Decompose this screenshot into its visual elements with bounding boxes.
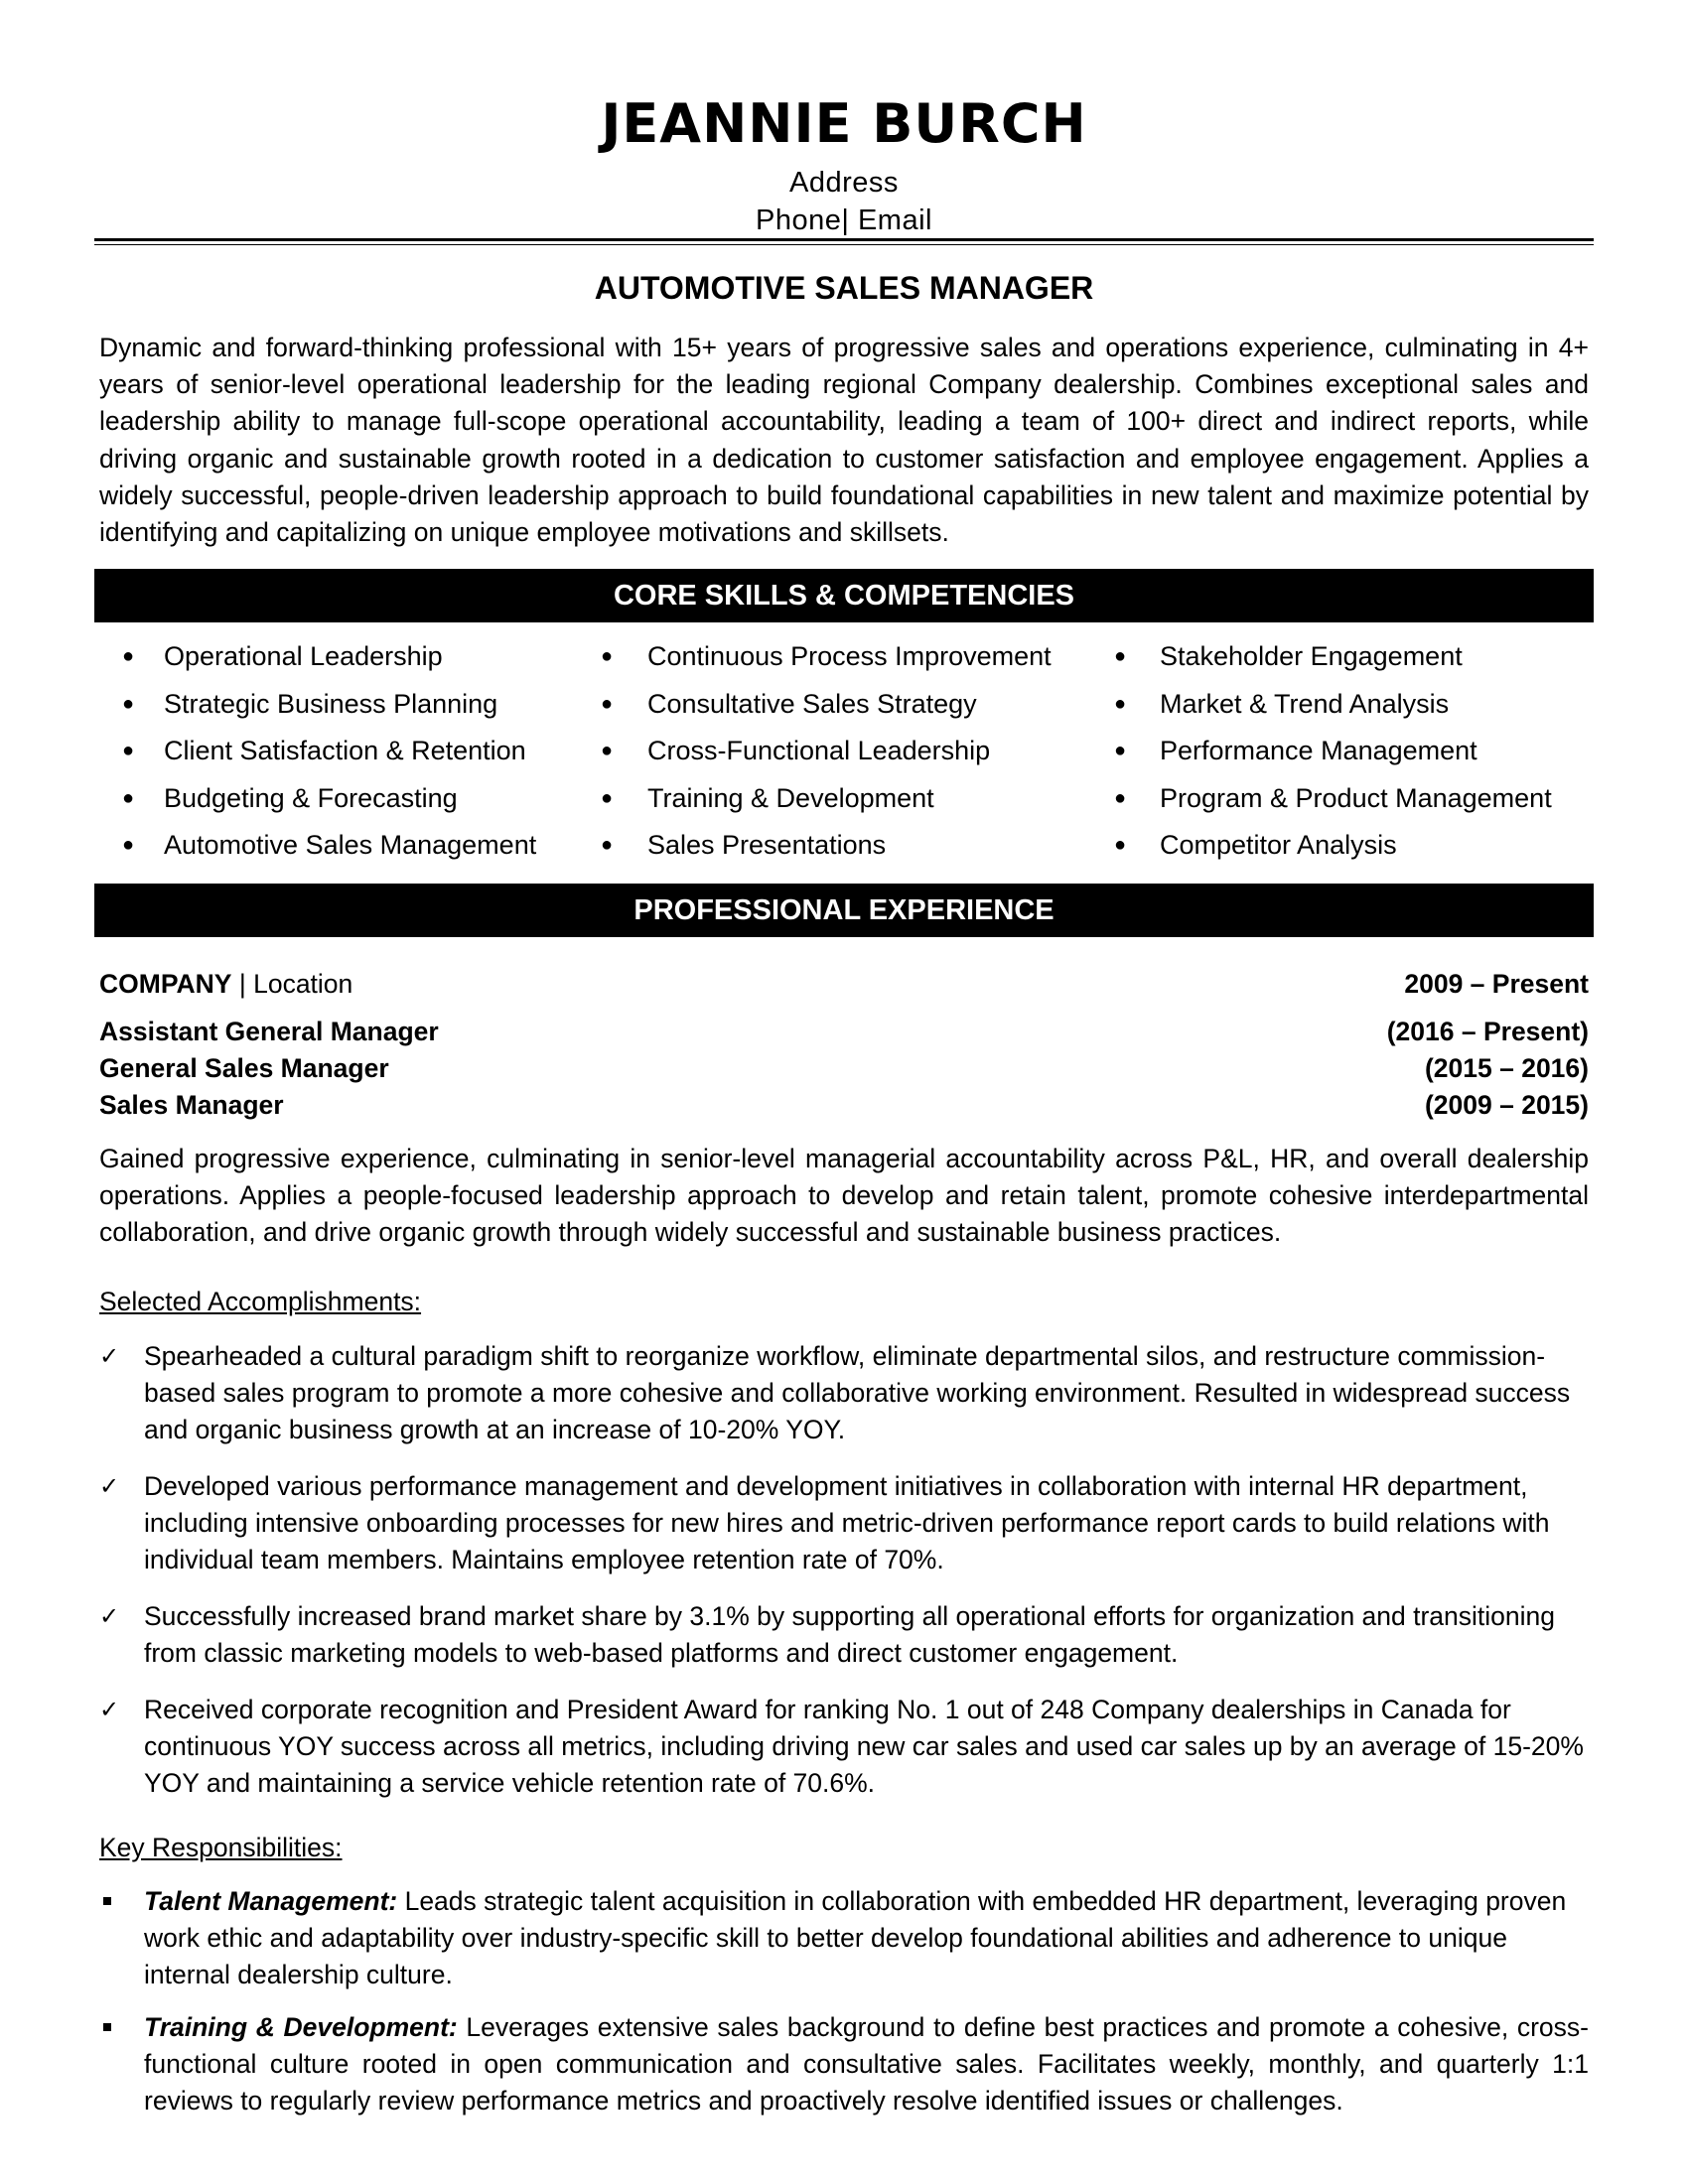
skill-item: ● Budgeting & Forecasting bbox=[94, 780, 536, 828]
bullet-icon: ● bbox=[1114, 645, 1127, 667]
accomplishment-item: ✓ Received corporate recognition and President Award for ranking No. 1 out of 248 Company dealerships in Canada for continuous YOY success across all metrics, including driving new car sales and used car sales up by an average of 15-20% YOY and maintaining a service vehicle retention rate of 70.6%. bbox=[99, 1692, 1589, 1803]
bullet-icon: ● bbox=[1114, 834, 1127, 857]
role-overview: Gained progressive experience, culminating in senior-level managerial accountability across P&L, HR, and overall dealership operations. Applies a people-focused leadership approach to develop and retain talent, promote cohesive interdepartmental collaboration, and drive organic growth through widely successful and sustainable business practices. bbox=[99, 1144, 1589, 1248]
role-dates: (2009 – 2015) bbox=[1424, 1090, 1589, 1120]
skill-item: ● Market & Trend Analysis bbox=[1092, 686, 1552, 734]
bullet-icon: ● bbox=[122, 740, 135, 762]
accomplishment-item: ✓ Developed various performance management and development initiatives in collaboration with internal HR department, including intensive onboarding processes for new hires and metric-driven performance report cards to build relations with individual team members. Maintains employee retention rate of 70%. bbox=[99, 1468, 1589, 1579]
skill-item: ● Consultative Sales Strategy bbox=[581, 686, 1052, 734]
bullet-icon: ● bbox=[601, 740, 614, 762]
accomplishments-list bbox=[99, 1598, 1589, 1672]
checkmark-icon: ✓ bbox=[99, 1343, 120, 1370]
skill-item: ● Automotive Sales Management bbox=[94, 827, 536, 875]
section-header-skills: CORE SKILLS & COMPETENCIES bbox=[94, 569, 1594, 622]
checkmark-icon: ✓ bbox=[99, 1473, 120, 1500]
skill-item: ● Operational Leadership bbox=[94, 638, 536, 686]
responsibilities-heading: Key Responsibilities: bbox=[99, 1833, 343, 1862]
bullet-icon: ● bbox=[601, 786, 614, 809]
job-headline: AUTOMOTIVE SALES MANAGER bbox=[594, 270, 1094, 306]
section-header-experience: PROFESSIONAL EXPERIENCE bbox=[94, 884, 1594, 937]
accomplishments-list bbox=[99, 1338, 1589, 1449]
bullet-icon: ● bbox=[122, 645, 135, 667]
bullet-icon: ● bbox=[122, 786, 135, 809]
bullet-icon: ● bbox=[122, 692, 135, 715]
accomplishments-heading: Selected Accomplishments: bbox=[99, 1287, 422, 1316]
company-row bbox=[99, 971, 1589, 998]
skill-item: ● Cross-Functional Leadership bbox=[581, 733, 1052, 780]
role-title: Sales Manager bbox=[99, 1090, 284, 1120]
skill-item: ● Stakeholder Engagement bbox=[1092, 638, 1552, 686]
role-title: Assistant General Manager bbox=[99, 1017, 439, 1046]
responsibilities-list bbox=[99, 2009, 1589, 2120]
accomplishment-item: ✓ Successfully increased brand market share by 3.1% by supporting all operational efforts for organization and transitioning from classic marketing models to web-based platforms and direct customer engagement. bbox=[99, 1598, 1589, 1672]
role-row bbox=[99, 1092, 1589, 1119]
responsibility-text: Leverages extensive sales background to define best practices and promote a cohesive, cross-functional culture rooted in open communication and consultative sales. Facilitates weekly, monthly, and quarterly 1:1 reviews to regularly review performance metrics and proactively resolve identified issues or challenges. bbox=[144, 2012, 1589, 2116]
address: Address bbox=[789, 167, 899, 199]
bullet-icon: ● bbox=[1114, 740, 1127, 762]
skills-column-1 bbox=[94, 638, 536, 875]
skill-item: ● Competitor Analysis bbox=[1092, 827, 1552, 875]
responsibility-item bbox=[99, 1883, 1589, 1994]
company-location: Location bbox=[253, 969, 353, 999]
bullet-icon: ● bbox=[601, 834, 614, 857]
responsibility-item bbox=[99, 2009, 1589, 2120]
skills-column-3 bbox=[1092, 638, 1552, 875]
responsibilities-list bbox=[99, 1883, 1589, 1994]
header-divider-thin bbox=[94, 244, 1594, 245]
skill-item: ● Client Satisfaction & Retention bbox=[94, 733, 536, 780]
bullet-icon: ● bbox=[1114, 786, 1127, 809]
role-dates: (2015 – 2016) bbox=[1424, 1053, 1589, 1083]
square-bullet-icon bbox=[103, 1897, 111, 1905]
header-divider-thick bbox=[94, 238, 1594, 241]
skill-item: ● Training & Development bbox=[581, 780, 1052, 828]
responsibility-label: Training & Development: bbox=[144, 2012, 458, 2042]
candidate-name: JEANNIE BURCH bbox=[601, 92, 1087, 155]
responsibility-label: Talent Management: bbox=[144, 1886, 398, 1916]
checkmark-icon: ✓ bbox=[99, 1697, 120, 1723]
checkmark-icon: ✓ bbox=[99, 1603, 120, 1630]
skill-item: ● Strategic Business Planning bbox=[94, 686, 536, 734]
skill-item: ● Program & Product Management bbox=[1092, 780, 1552, 828]
skill-item: ● Performance Management bbox=[1092, 733, 1552, 780]
skills-column-2 bbox=[581, 638, 1052, 875]
accomplishments-list bbox=[99, 1692, 1589, 1803]
bullet-icon: ● bbox=[122, 834, 135, 857]
bullet-icon: ● bbox=[1114, 692, 1127, 715]
role-title: General Sales Manager bbox=[99, 1053, 389, 1083]
bullet-icon: ● bbox=[601, 645, 614, 667]
company-name: COMPANY bbox=[99, 969, 232, 999]
skill-item: ● Continuous Process Improvement bbox=[581, 638, 1052, 686]
professional-summary: Dynamic and forward-thinking professional with 15+ years of progressive sales and operations experience, culminating in 4+ years of senior-level operational leadership for the leading regional Company dealership. Combines exceptional sales and leadership ability to manage full-scope operational accountability, leading a team of 100+ direct and indirect reports, while driving organic and sustainable growth rooted in a dedication to customer satisfaction and employee engagement. Applies a widely successful, people-driven leadership approach to build foundational capabilities in new talent and maximize potential by identifying and capitalizing on unique employee motivations and skillsets. bbox=[99, 333, 1589, 548]
accomplishments-list bbox=[99, 1468, 1589, 1579]
company-separator: | bbox=[231, 969, 254, 999]
accomplishment-item: ✓ Spearheaded a cultural paradigm shift to reorganize workflow, eliminate departmental silos, and restructure commission-based sales program to promote a more cohesive and collaborative working environment. Resulted in widespread success and organic business growth at an increase of 10-20% YOY. bbox=[99, 1338, 1589, 1449]
role-dates: (2016 – Present) bbox=[1386, 1017, 1589, 1046]
role-row bbox=[99, 1019, 1589, 1045]
skills-grid bbox=[94, 638, 1594, 877]
company-dates: 2009 – Present bbox=[1404, 969, 1589, 999]
role-row bbox=[99, 1055, 1589, 1082]
skill-item: ● Sales Presentations bbox=[581, 827, 1052, 875]
responsibility-text: Leads strategic talent acquisition in collaboration with embedded HR department, leveraging proven work ethic and adaptability over industry-specific skill to better develop foundational abilities and adherence to unique internal dealership culture. bbox=[144, 1886, 1567, 1990]
phone-email: Phone| Email bbox=[756, 205, 932, 236]
bullet-icon: ● bbox=[601, 692, 614, 715]
square-bullet-icon bbox=[103, 2023, 111, 2031]
